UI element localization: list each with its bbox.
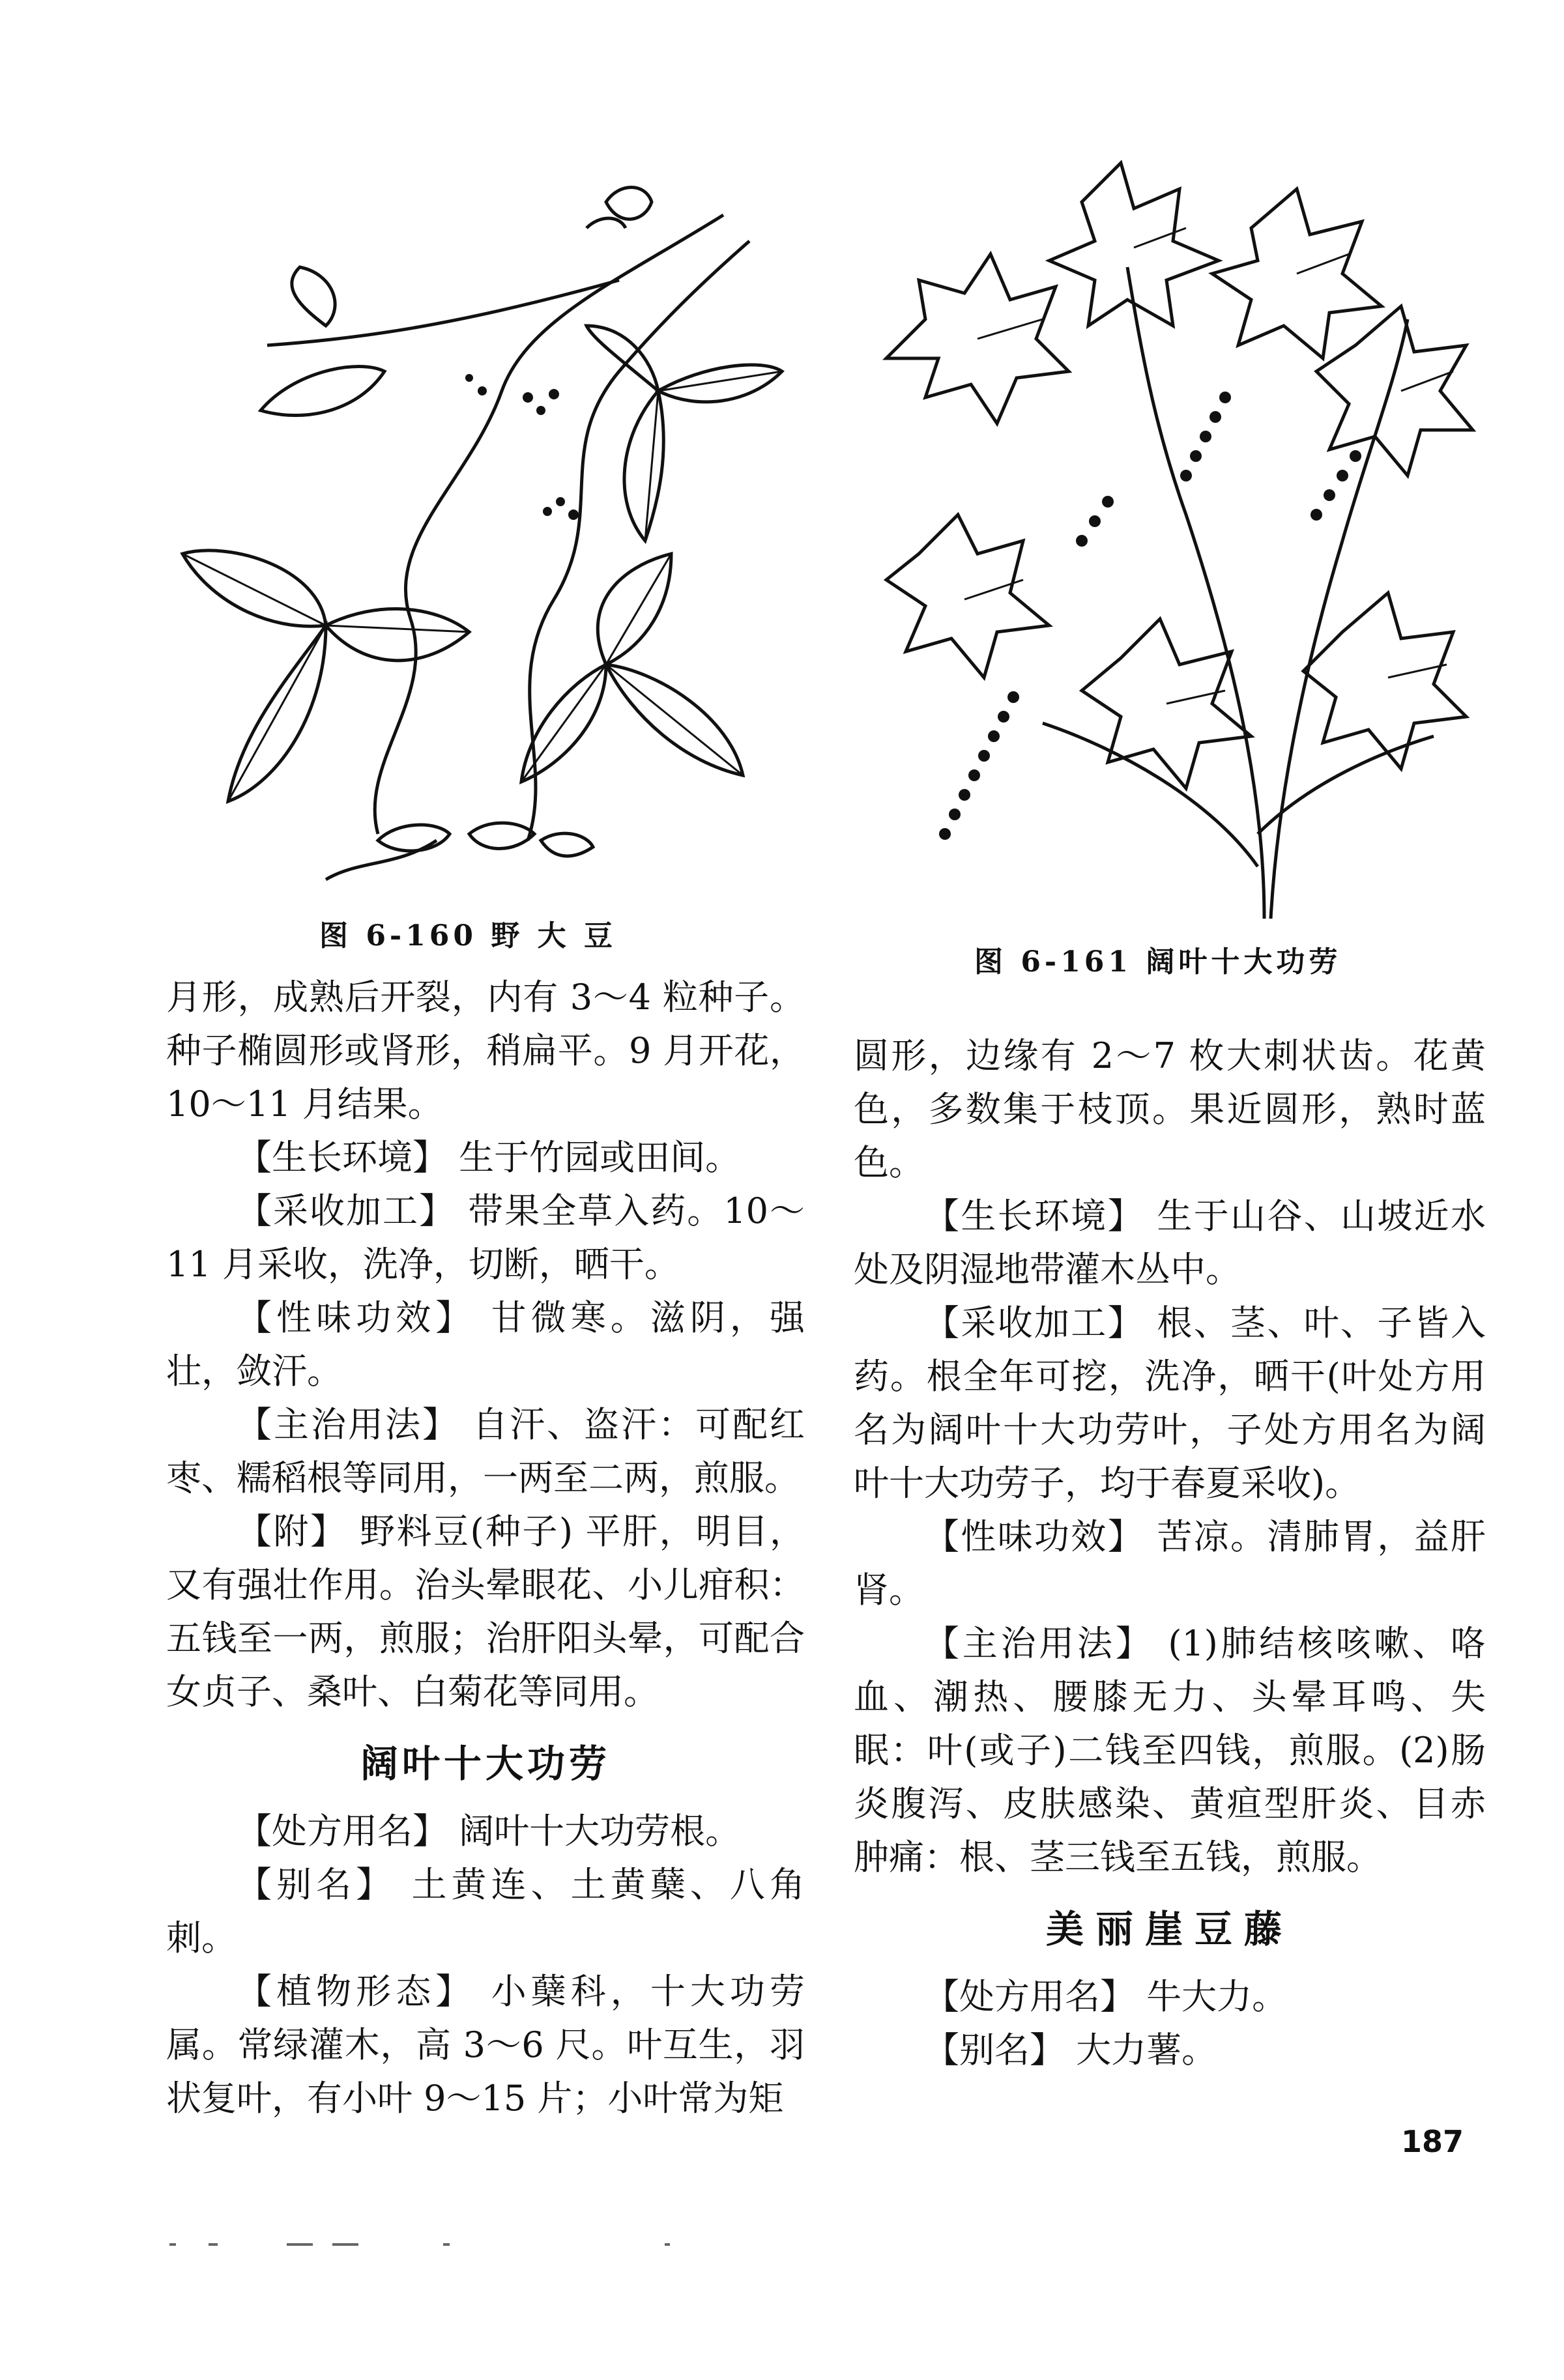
section-heading-mahonia: 阔叶十大功劳 bbox=[360, 1742, 611, 1786]
figure-wild-soybean bbox=[163, 176, 815, 893]
scan-noise-marks bbox=[169, 2238, 756, 2251]
right-paragraph-harvest: 【采收加工】 根、茎、叶、子皆入药。根全年可挖，洗净，晒干(叶处方用名为阔叶十大功劳叶，子处方用名为阔叶十大功劳子，均于春夏采收)。 bbox=[854, 1302, 1486, 1504]
right-paragraph-usage: 【主治用法】 (1)肺结核咳嗽、咯血、潮热、腰膝无力、头晕耳鸣、失眠：叶(或子)二钱至四钱，煎服。(2)肠炎腹泻、皮肤感染、黄疸型肝炎、目赤肿痛：根、茎三钱至五钱，煎服。 bbox=[854, 1623, 1486, 1878]
left-paragraph-1: 月形，成熟后开裂，内有 3～4 粒种子。种子椭圆形或肾形，稍扁平。9 月开花，10～11 月结果。 bbox=[166, 977, 805, 1125]
left-paragraph-habitat: 【生长环境】 生于竹园或田间。 bbox=[237, 1137, 741, 1178]
right-paragraph-alias: 【别名】 大力薯。 bbox=[924, 2029, 1217, 2071]
section-heading-millettia: 美丽崖豆藤 bbox=[1045, 1907, 1294, 1951]
left-paragraph-properties: 【性味功效】 甘微寒。滋阴，强壮，敛汗。 bbox=[166, 1297, 805, 1392]
right-paragraph-prescription-name: 【处方用名】 牛大力。 bbox=[924, 1976, 1288, 2017]
right-paragraph-habitat: 【生长环境】 生于山谷、山坡近水处及阴湿地带灌木丛中。 bbox=[854, 1196, 1486, 1290]
left-paragraph-alias: 【别名】 土黄连、土黄蘖、八角刺。 bbox=[166, 1864, 805, 1958]
left-paragraph-appendix: 【附】 野料豆(种子) 平肝，明目，又有强壮作用。治头晕眼花、小儿疳积：五钱至一两，煎服；治肝阳头晕，可配合女贞子、桑叶、白菊花等同用。 bbox=[166, 1511, 805, 1712]
right-text-column bbox=[854, 1029, 1486, 2077]
wild-soybean-illustration bbox=[163, 176, 815, 893]
left-paragraph-morphology: 【植物形态】 小蘖科，十大功劳属。常绿灌木，高 3～6 尺。叶互生，羽状复叶，有小叶 9～15 片；小叶常为矩 bbox=[166, 1971, 805, 2119]
page-number: 187 bbox=[1401, 2124, 1464, 2159]
left-text-column bbox=[166, 971, 805, 2125]
right-paragraph-properties: 【性味功效】 苦凉。清肺胃，益肝肾。 bbox=[854, 1516, 1486, 1611]
figure-mahonia bbox=[847, 150, 1486, 925]
mahonia-illustration bbox=[847, 150, 1486, 925]
left-paragraph-prescription-name: 【处方用名】 阔叶十大功劳根。 bbox=[237, 1811, 741, 1852]
left-paragraph-harvest: 【采收加工】 带果全草入药。10～11 月采收，洗净，切断，晒干。 bbox=[166, 1190, 805, 1285]
left-paragraph-usage: 【主治用法】 自汗、盗汗：可配红枣、糯稻根等同用，一两至二两，煎服。 bbox=[166, 1404, 805, 1498]
figure-caption-left: 图 6-160 野 大 豆 bbox=[319, 919, 616, 953]
figure-caption-right: 图 6-161 阔叶十大功劳 bbox=[974, 945, 1342, 979]
right-paragraph-1: 圆形，边缘有 2～7 枚大刺状齿。花黄色，多数集于枝顶。果近圆形，熟时蓝色。 bbox=[854, 1035, 1486, 1183]
